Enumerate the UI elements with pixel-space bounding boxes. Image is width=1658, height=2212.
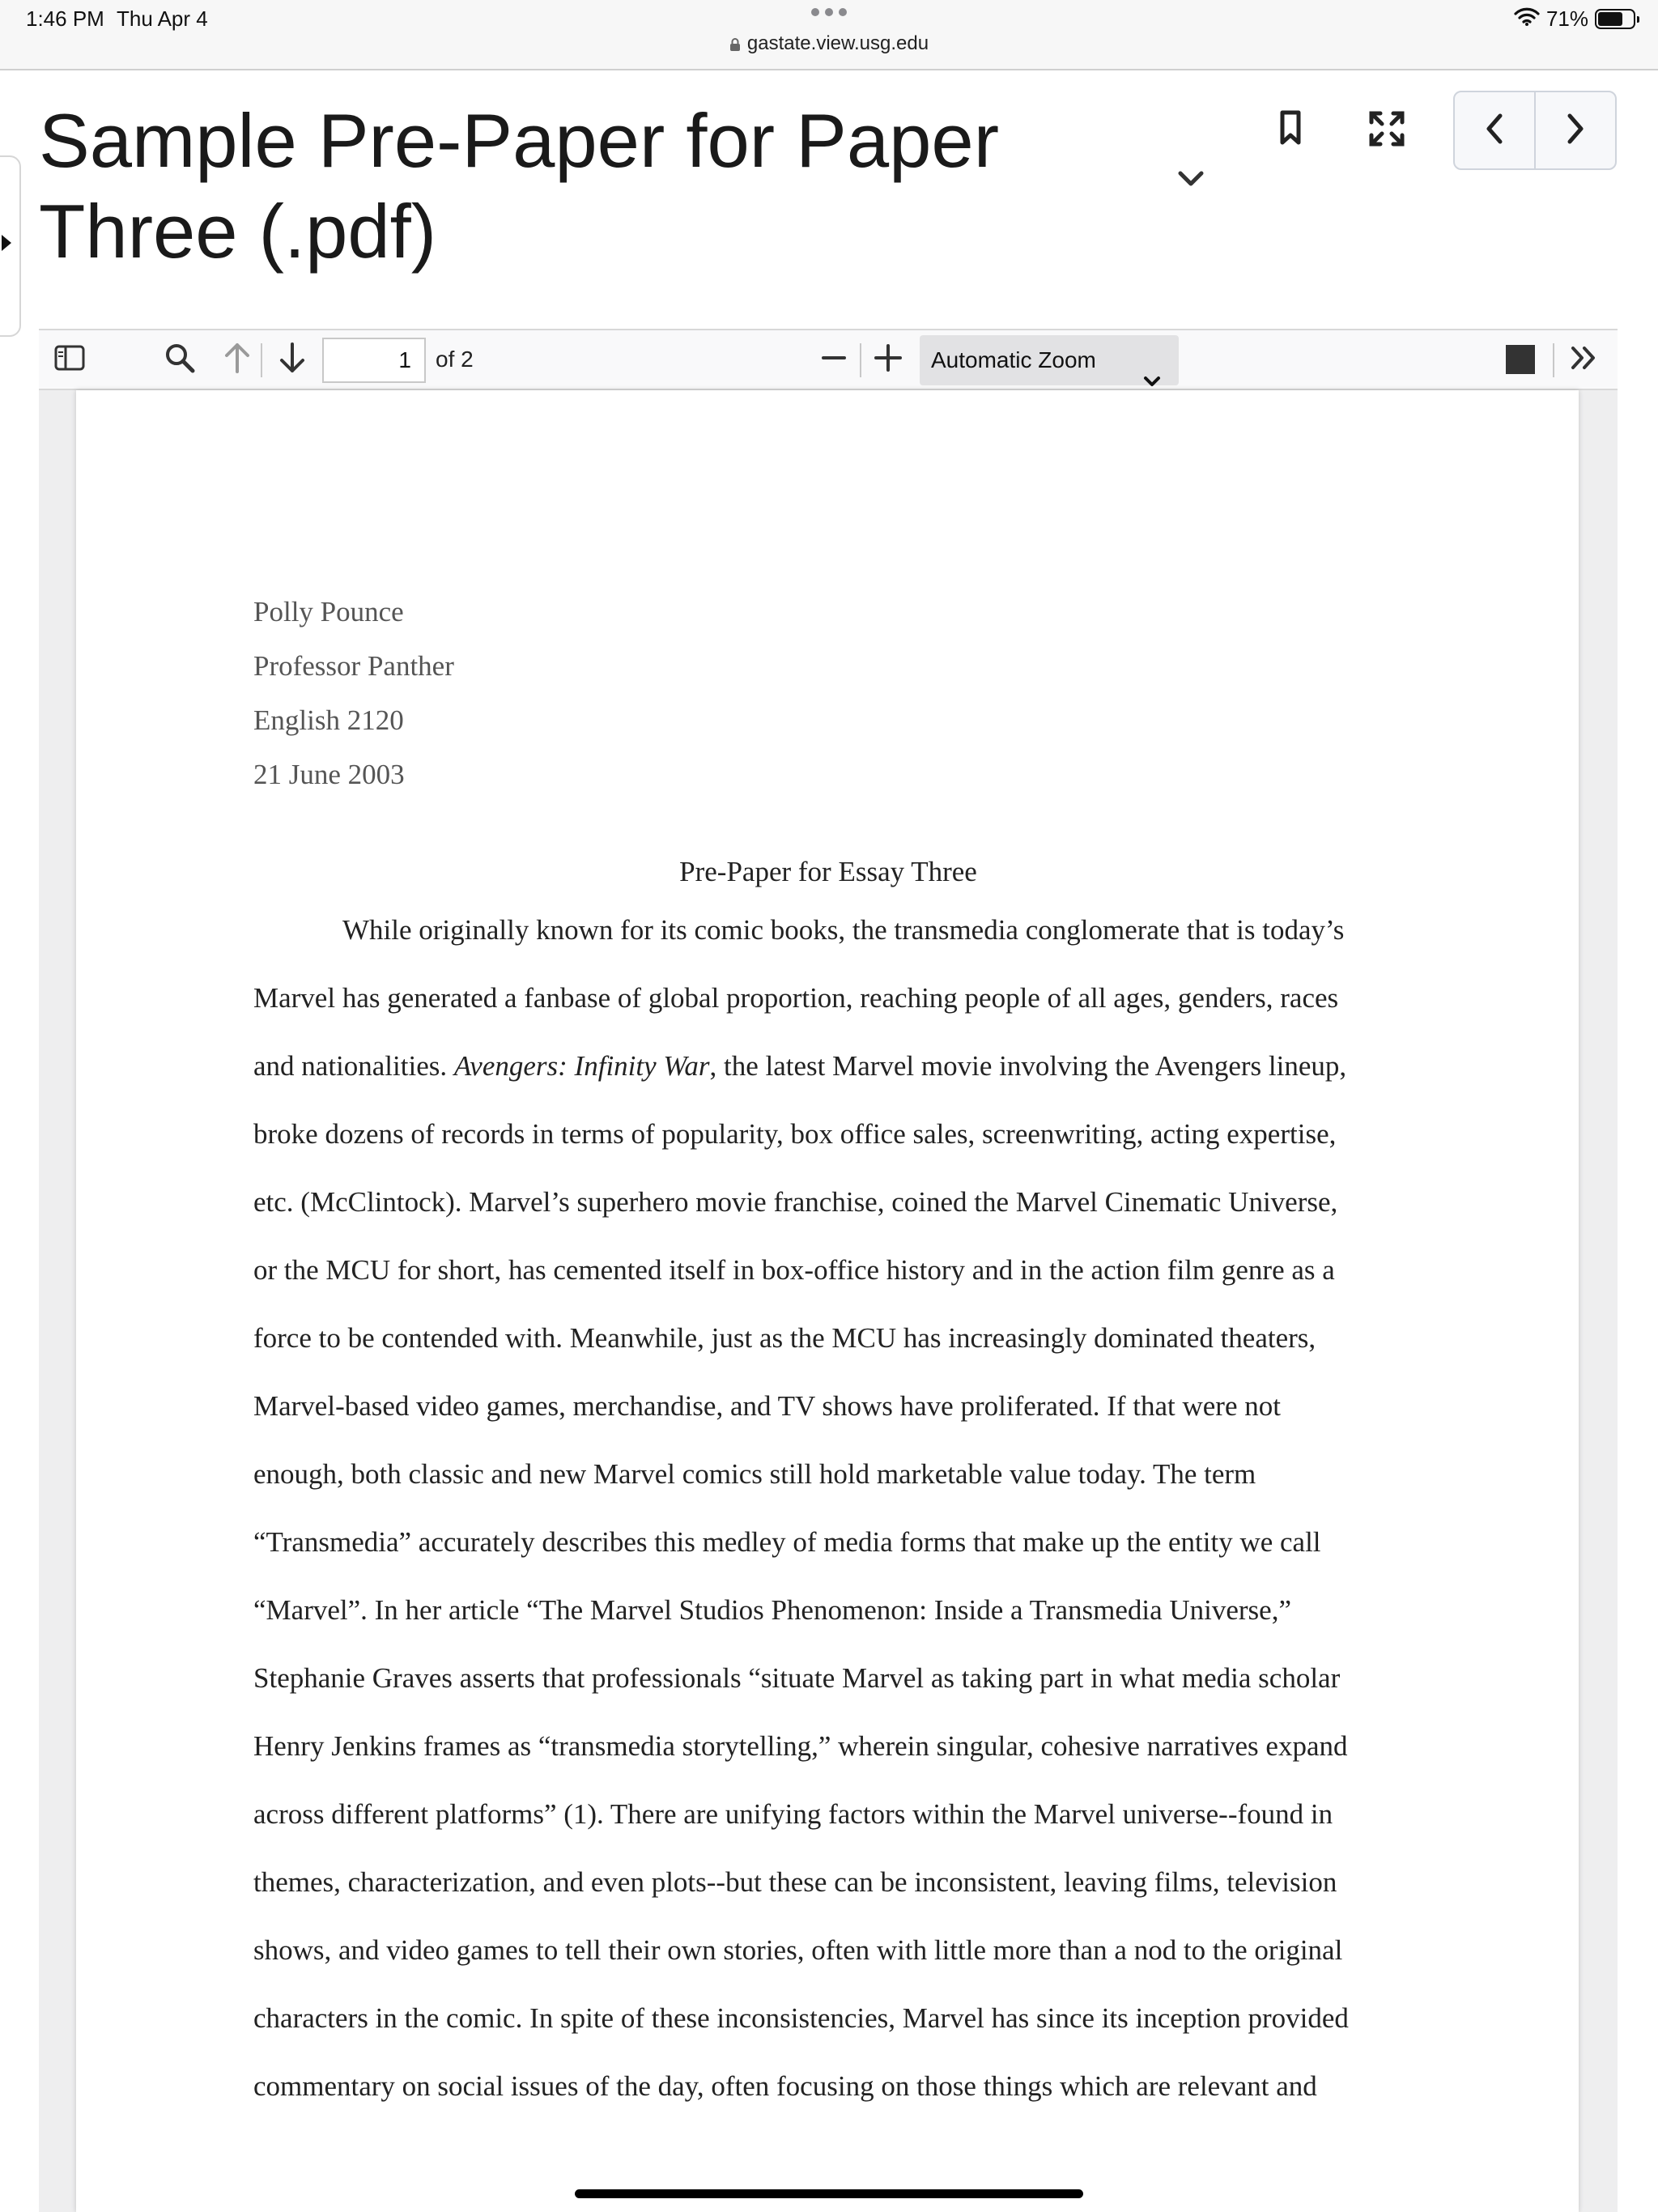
essay-line: across different platforms” (1). There are unifying factors within the Marvel universe--found in xyxy=(253,1798,1333,1830)
chevron-down-icon[interactable] xyxy=(1177,170,1205,192)
previous-page-button[interactable] xyxy=(219,330,256,389)
student-name: Polly Pounce xyxy=(253,596,404,627)
essay-line: “Marvel”. In her article “The Marvel Studios Phenomenon: Inside a Transmedia Universe,” xyxy=(253,1594,1291,1626)
professor-name: Professor Panther xyxy=(253,650,454,682)
essay-line: etc. (McClintock). Marvel’s superhero movie franchise, coined the Marvel Cinematic Universe, xyxy=(253,1186,1338,1218)
more-tools-icon xyxy=(1570,345,1599,375)
lock-icon xyxy=(729,35,741,57)
pdf-page xyxy=(76,390,1579,2212)
sidebar-toggle-icon xyxy=(54,345,85,375)
essay-body xyxy=(253,896,1403,2121)
tools-button[interactable] xyxy=(1566,330,1603,389)
multitasking-dots-icon[interactable] xyxy=(811,8,847,16)
presentation-icon[interactable] xyxy=(1506,345,1535,374)
course-name: English 2120 xyxy=(253,704,404,736)
title-line-1: Sample Pre-Paper for Paper xyxy=(39,98,1000,183)
previous-page-icon xyxy=(223,341,252,379)
essay-title: Pre-Paper for Essay Three xyxy=(679,856,977,887)
essay-line: Marvel-based video games, merchandise, and TV shows have proliferated. If that were not xyxy=(253,1390,1281,1422)
zoom-out-icon xyxy=(821,345,847,375)
page-number-input[interactable]: 1 xyxy=(322,338,426,383)
next-icon xyxy=(1565,113,1586,149)
film-title: Avengers: Infinity War xyxy=(453,1050,710,1082)
pdf-viewer[interactable] xyxy=(39,390,1618,2212)
fullscreen-icon[interactable] xyxy=(1368,110,1405,151)
page-title xyxy=(39,96,1091,277)
page-text xyxy=(253,585,1403,2121)
sidebar-toggle-button[interactable] xyxy=(50,330,89,389)
address-bar[interactable] xyxy=(0,32,1658,57)
essay-line: Stephanie Graves asserts that professionals “situate Marvel as taking part in what media scholar xyxy=(253,1662,1341,1694)
zoom-select[interactable] xyxy=(920,335,1179,385)
essay-line: or the MCU for short, has cemented itself in box-office history and in the action film genre as a xyxy=(253,1254,1335,1286)
battery-icon xyxy=(1595,9,1635,29)
essay-line: Marvel has generated a fanbase of global proportion, reaching people of all ages, genders, races xyxy=(253,982,1339,1014)
essay-line: enough, both classic and new Marvel comics still hold marketable value today. The term xyxy=(253,1458,1256,1490)
page-count-label: of 2 xyxy=(436,347,474,372)
essay-line: broke dozens of records in terms of popularity, box office sales, screenwriting, acting expertise, xyxy=(253,1118,1337,1150)
find-button[interactable] xyxy=(160,330,199,389)
document-nav xyxy=(1453,91,1617,170)
pdf-toolbar xyxy=(39,329,1618,390)
home-indicator[interactable] xyxy=(575,2189,1083,2198)
search-icon xyxy=(164,342,196,378)
status-right xyxy=(1514,6,1635,32)
next-document-button[interactable] xyxy=(1534,92,1615,168)
wifi-icon xyxy=(1514,6,1540,32)
essay-line: characters in the comic. In spite of these inconsistencies, Marvel has since its inception provided xyxy=(253,2002,1349,2034)
essay-line: commentary on social issues of the day, often focusing on those things which are relevant and xyxy=(253,2070,1317,2102)
essay-line-text: and nationalities. xyxy=(253,1050,454,1082)
battery-percent: 71% xyxy=(1545,6,1588,31)
next-page-button[interactable] xyxy=(274,330,311,389)
essay-line: force to be contended with. Meanwhile, just as the MCU has increasingly dominated theaters, xyxy=(253,1322,1316,1354)
status-bar xyxy=(0,0,1658,70)
essay-line: “Transmedia” accurately describes this medley of media forms that make up the entity we call xyxy=(253,1526,1321,1558)
expand-sidebar-icon[interactable] xyxy=(2,235,11,251)
essay-line xyxy=(253,1032,1403,1100)
bookmark-icon[interactable] xyxy=(1279,110,1302,150)
essay-line-text: , the latest Marvel movie involving the Avengers lineup, xyxy=(709,1050,1347,1082)
previous-icon xyxy=(1484,113,1505,149)
paper-date: 21 June 2003 xyxy=(253,759,405,790)
title-line-2: Three (.pdf) xyxy=(39,189,437,274)
essay-line: shows, and video games to tell their own stories, often with little more than a nod to the original xyxy=(253,1934,1343,1966)
zoom-out-button[interactable] xyxy=(816,330,852,389)
status-time: 1:46 PM xyxy=(26,6,104,31)
next-page-icon xyxy=(278,341,307,379)
essay-line: Henry Jenkins frames as “transmedia storytelling,” wherein singular, cohesive narratives expand xyxy=(253,1730,1348,1762)
essay-line: themes, characterization, and even plots--but these can be inconsistent, leaving films, television xyxy=(253,1866,1337,1898)
zoom-in-button[interactable] xyxy=(869,330,907,389)
url-text: gastate.view.usg.edu xyxy=(746,32,929,54)
zoom-in-icon xyxy=(874,343,903,376)
previous-document-button[interactable] xyxy=(1455,92,1534,168)
essay-line: While originally known for its comic books, the transmedia conglomerate that is today’s xyxy=(342,914,1345,946)
zoom-select-value: Automatic Zoom xyxy=(931,347,1096,372)
status-date: Thu Apr 4 xyxy=(117,6,208,31)
